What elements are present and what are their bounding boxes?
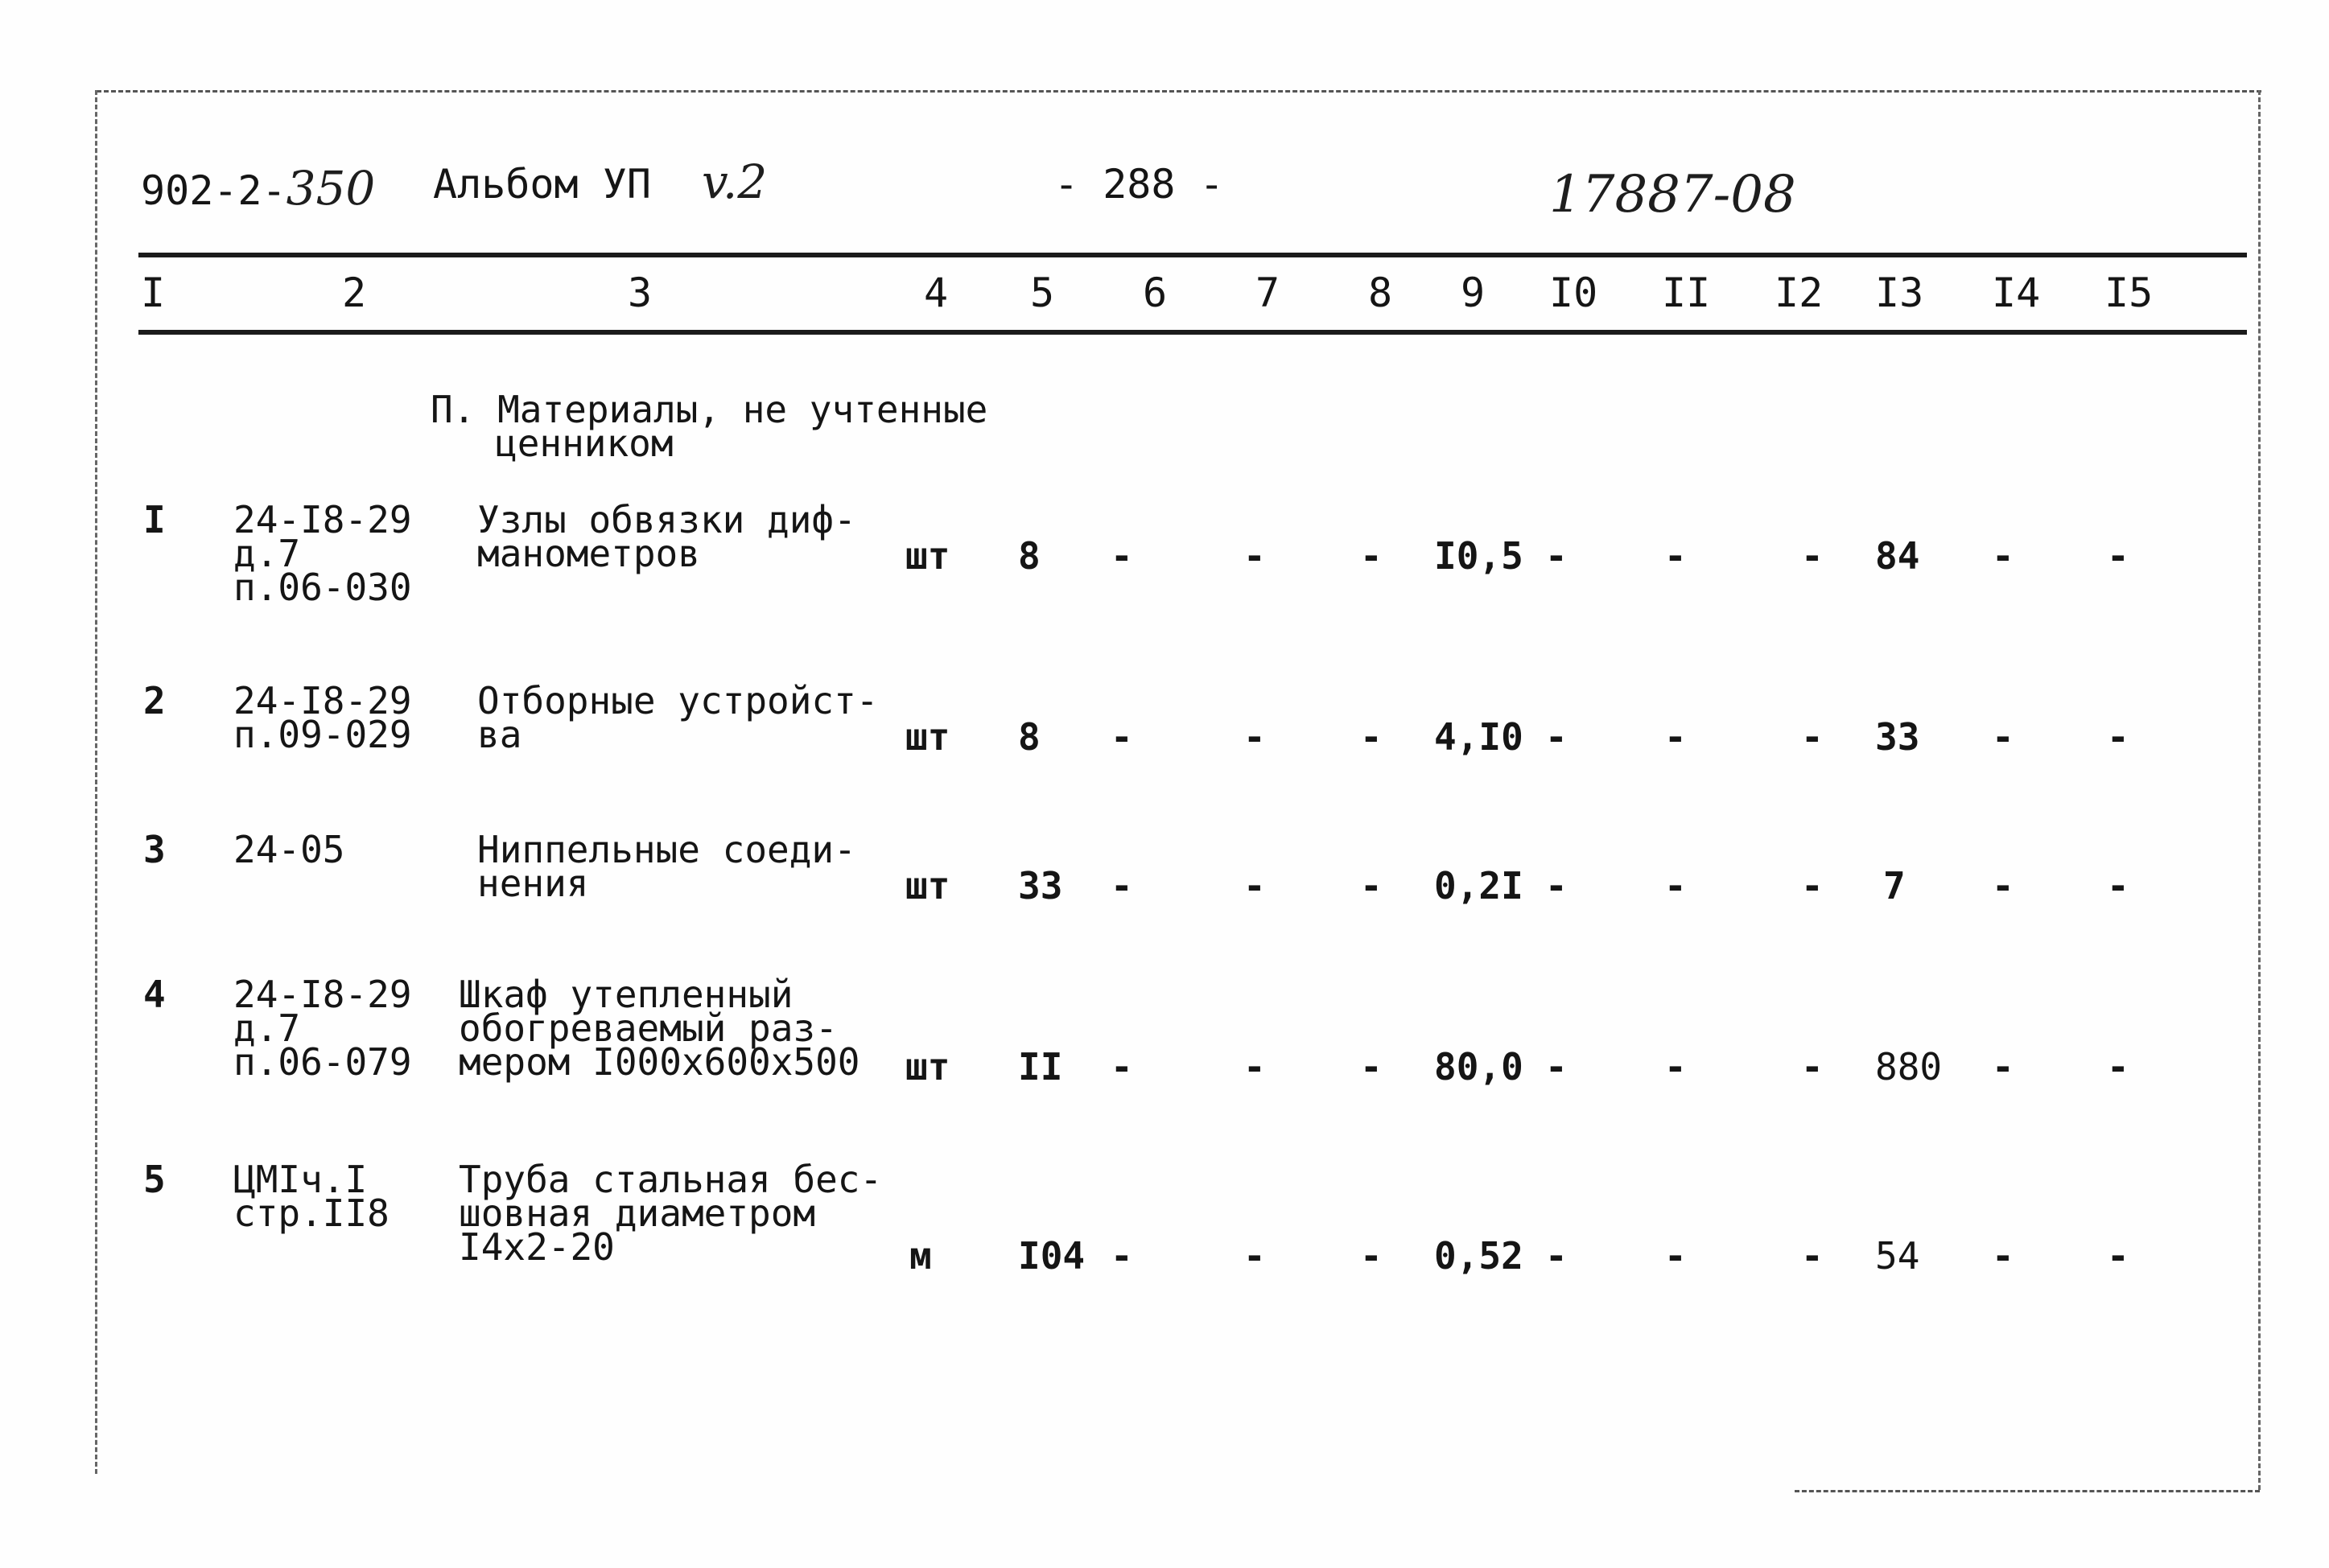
- row-col14: -: [1992, 715, 2014, 759]
- row-col15: -: [2107, 1045, 2129, 1089]
- row-number: I: [143, 498, 166, 541]
- row-total: 7: [1883, 864, 1906, 907]
- row-col10: -: [1545, 864, 1568, 907]
- col-7: 7: [1255, 270, 1280, 316]
- row-code-line: 24-I8-29: [233, 973, 412, 1016]
- col-10: I0: [1549, 270, 1598, 316]
- row-col7: -: [1243, 715, 1266, 759]
- row-col11: -: [1664, 715, 1687, 759]
- row-name-line: шовная диаметром: [459, 1191, 816, 1235]
- row-price: I0,5: [1434, 534, 1523, 578]
- left-border: [95, 90, 97, 1474]
- header-rule-top: [138, 253, 2247, 257]
- row-total: 33: [1875, 715, 1920, 759]
- row-code: [233, 498, 412, 609]
- col-15: I5: [2104, 270, 2154, 316]
- row-qty: 8: [1018, 534, 1041, 578]
- album-printed: Альбом УП: [433, 161, 651, 208]
- row-unit: шт: [905, 1045, 950, 1089]
- row-total: 880: [1875, 1045, 1943, 1089]
- row-col11: -: [1664, 1045, 1687, 1089]
- row-name: [477, 498, 856, 575]
- row-col11: -: [1664, 1234, 1687, 1278]
- row-qty: 33: [1018, 864, 1063, 907]
- col-2: 2: [342, 270, 367, 316]
- section-title-line2: ценником: [495, 422, 674, 465]
- row-col6: -: [1111, 534, 1133, 578]
- row-code: [233, 679, 412, 756]
- row-price: 4,I0: [1434, 715, 1523, 759]
- row-col8: -: [1360, 864, 1383, 907]
- row-code-line: 24-I8-29: [233, 498, 412, 541]
- section-title: [431, 388, 988, 465]
- row-number: 5: [143, 1158, 166, 1201]
- right-border: [2258, 90, 2261, 1490]
- row-col12: -: [1801, 864, 1824, 907]
- col-14: I4: [1992, 270, 2041, 316]
- row-qty: II: [1018, 1045, 1063, 1089]
- header-rule-bottom: [138, 330, 2247, 335]
- col-5: 5: [1030, 270, 1055, 316]
- row-col15: -: [2107, 715, 2129, 759]
- col-8: 8: [1368, 270, 1393, 316]
- row-code-line: стр.II8: [233, 1191, 390, 1235]
- row-unit: шт: [905, 715, 950, 759]
- row-col15: -: [2107, 864, 2129, 907]
- col-12: I2: [1775, 270, 1824, 316]
- row-col14: -: [1992, 1234, 2014, 1278]
- doc-code: [141, 161, 375, 216]
- row-code-line: ЦМIч.I: [233, 1158, 368, 1201]
- album-handwritten: v.2: [702, 154, 768, 209]
- row-col8: -: [1360, 1045, 1383, 1089]
- row-col10: -: [1545, 715, 1568, 759]
- row-col10: -: [1545, 1234, 1568, 1278]
- row-code-line: д.7: [233, 1006, 301, 1050]
- row-code-line: 24-I8-29: [233, 679, 412, 722]
- row-price: 0,2I: [1434, 864, 1523, 907]
- top-border: [97, 90, 2261, 93]
- row-name-line: обогреваемый раз-: [459, 1006, 838, 1050]
- doc-code-printed: 902-2-: [141, 167, 286, 214]
- row-col8: -: [1360, 715, 1383, 759]
- section-title-line1: П. Материалы, не учтенные: [431, 388, 988, 431]
- row-name-line: нения: [477, 862, 589, 905]
- row-code-line: п.06-030: [233, 566, 412, 609]
- page-number: - 288 -: [1054, 161, 1224, 208]
- row-name-line: Ниппельные соеди-: [477, 828, 856, 871]
- row-name-line: I4x2-20: [459, 1225, 615, 1269]
- row-col14: -: [1992, 864, 2014, 907]
- row-col8: -: [1360, 1234, 1383, 1278]
- row-name-line: Узлы обвязки диф-: [477, 498, 856, 541]
- row-name: [459, 973, 860, 1084]
- row-col6: -: [1111, 1045, 1133, 1089]
- album-label: [433, 161, 651, 208]
- row-number: 2: [143, 679, 166, 722]
- row-code: [233, 1158, 390, 1235]
- row-col14: -: [1992, 534, 2014, 578]
- row-col10: -: [1545, 534, 1568, 578]
- col-3: 3: [628, 270, 653, 316]
- row-col11: -: [1664, 534, 1687, 578]
- row-qty: I04: [1018, 1234, 1086, 1278]
- row-col12: -: [1801, 715, 1824, 759]
- row-name-line: мером I000x600x500: [459, 1040, 860, 1084]
- row-total: 54: [1875, 1234, 1920, 1278]
- row-name: [477, 828, 856, 905]
- row-col6: -: [1111, 1234, 1133, 1278]
- row-col6: -: [1111, 864, 1133, 907]
- col-6: 6: [1143, 270, 1168, 316]
- row-col8: -: [1360, 534, 1383, 578]
- row-unit: шт: [905, 864, 950, 907]
- row-name-line: Шкаф утепленный: [459, 973, 794, 1016]
- row-code-line: 24-05: [233, 828, 345, 871]
- row-price: 0,52: [1434, 1234, 1523, 1278]
- row-number: 4: [143, 973, 166, 1016]
- row-col7: -: [1243, 1234, 1266, 1278]
- row-col14: -: [1992, 1045, 2014, 1089]
- row-name-line: Отборные устройст-: [477, 679, 879, 722]
- col-4: 4: [924, 270, 949, 316]
- col-13: I3: [1875, 270, 1924, 316]
- row-code-line: п.09-029: [233, 713, 412, 756]
- row-name-line: ва: [477, 713, 522, 756]
- row-name-line: Труба стальная бес-: [459, 1158, 883, 1201]
- doc-code-handwritten: 350: [286, 161, 376, 216]
- row-col6: -: [1111, 715, 1133, 759]
- row-col15: -: [2107, 534, 2129, 578]
- row-col15: -: [2107, 1234, 2129, 1278]
- row-code: [233, 828, 345, 871]
- row-unit: шт: [905, 534, 950, 578]
- row-number: 3: [143, 828, 166, 871]
- row-total: 84: [1875, 534, 1920, 578]
- row-code: [233, 973, 412, 1084]
- row-col11: -: [1664, 864, 1687, 907]
- row-col7: -: [1243, 864, 1266, 907]
- row-name: [477, 679, 879, 756]
- row-name: [459, 1158, 883, 1269]
- row-code-line: д.7: [233, 532, 301, 575]
- row-col12: -: [1801, 1234, 1824, 1278]
- row-code-line: п.06-079: [233, 1040, 412, 1084]
- row-unit: м: [909, 1234, 932, 1278]
- col-11: II: [1662, 270, 1711, 316]
- row-name-line: манометров: [477, 532, 700, 575]
- col-1: I: [141, 270, 166, 316]
- row-col7: -: [1243, 534, 1266, 578]
- row-qty: 8: [1018, 715, 1041, 759]
- row-price: 80,0: [1434, 1045, 1523, 1089]
- col-9: 9: [1461, 270, 1486, 316]
- row-col10: -: [1545, 1045, 1568, 1089]
- bottom-border: [1795, 1490, 2260, 1492]
- row-col12: -: [1801, 1045, 1824, 1089]
- row-col7: -: [1243, 1045, 1266, 1089]
- sheet-number-handwritten: 17887-08: [1549, 165, 1796, 224]
- row-col12: -: [1801, 534, 1824, 578]
